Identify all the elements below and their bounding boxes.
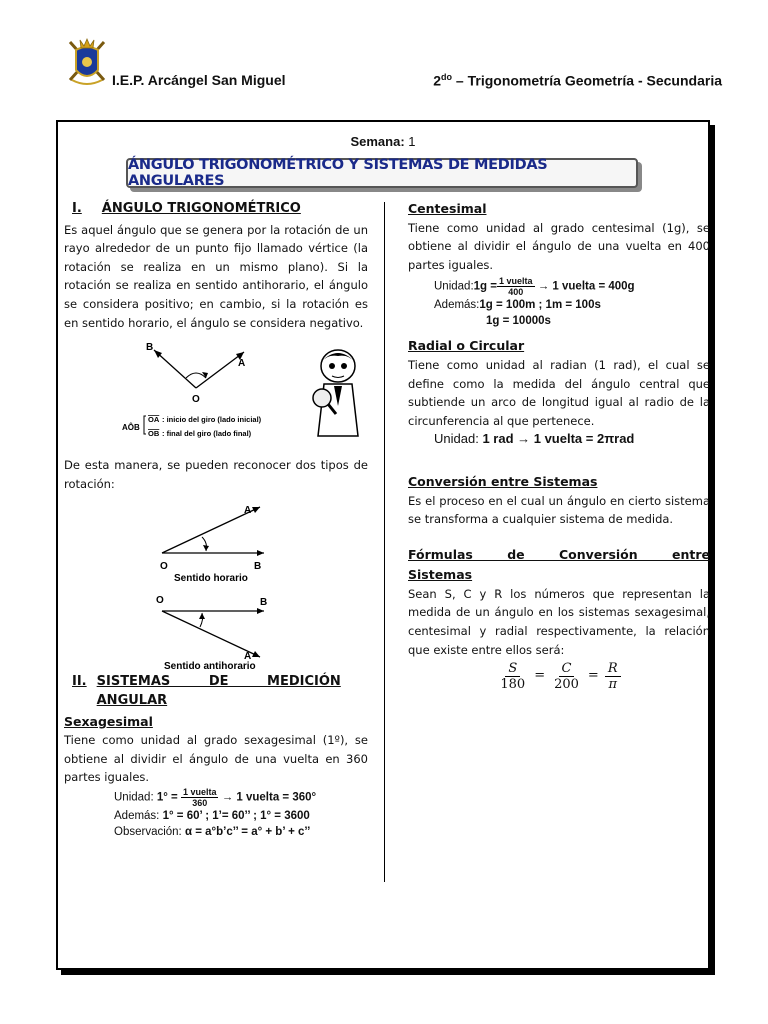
rotation-directions-diagram [114, 495, 314, 671]
label-ob-text: : final del giro (lado final) [162, 429, 252, 439]
formulas-heading: Fórmulas de Conversión entre Sistemas [408, 546, 710, 582]
sexagesimal-text: Tiene como unidad al grado sexagesimal (1º), se obtiene al dividir el ángulo de una vuelta en 360 partes iguales. [64, 733, 368, 785]
label-oa-text: : inicio del giro (lado inicial) [162, 415, 262, 425]
section-1-heading: I. ÁNGULO TRIGONOMÉTRICO [72, 201, 301, 216]
formulas-text: Sean S, C y R los números que representan la medida de un ángulo en los sistemas sexagesimal, centesimal y radial respectivamente, la relación que existe entre ellos será: [408, 586, 710, 657]
sexagesimal-formulas: Unidad: 1° = $\frac{\text{1 vuelta}}{360}$ → 1 vuelta = 360° Además: 1° = 60’ ; 1’= 60’’ ; 1° = 3600 Observación: α = a°b’c’’ = a° + b’ + c’’ [114, 786, 317, 838]
caption-sentido-horario: Sentido horario [174, 573, 248, 585]
school-name: I.E.P. Arcángel San Miguel [112, 72, 286, 88]
section-1-text: Es aquel ángulo que se genera por la rotación de un rayo alrededor de un punto fijo llamado vértice (la rotación se realiza en un mismo plano). Si la rotación se realiza en sentido antihorario, el ángulo se considera positivo; en cambio, si la rotación es en sentido horario, el ángulo se considera negativo. [64, 222, 368, 330]
page-header [62, 36, 722, 96]
content-frame [56, 120, 710, 970]
conversion-heading: Conversión entre Sistemas [408, 473, 598, 489]
left-column [64, 200, 368, 840]
sexagesimal-heading: Sexagesimal [64, 713, 153, 729]
conversion-equation: $\frac{S}{180}$ = $\frac{C}{200}$ = $\frac{R}{\pi}$ [408, 661, 710, 692]
caption-sentido-antihorario: Sentido antihorario [164, 661, 256, 672]
section-2-heading: II. SISTEMAS DE MEDICIÓN ANGULAR [72, 674, 341, 708]
angle-figure [64, 338, 368, 456]
rot2-label-o: O [156, 595, 164, 607]
label-ob: OB [148, 429, 160, 439]
week-label: Semana: 1 [350, 134, 416, 149]
rotation-intro: De esta manera, se pueden reconocer dos tipos de rotación: [64, 458, 368, 491]
banner-title: ÁNGULO TRIGONOMÉTRICO Y SISTEMAS DE MEDIDAS ANGULARES [128, 157, 548, 189]
course-title: $2^{do}$ – Trigonometría Geometría - Secundaria [433, 72, 722, 89]
radial-formula: Unidad: 1 rad → 1 vuelta = 2πrad [434, 431, 635, 447]
school-crest-logo [62, 36, 112, 90]
cartoon-detective-icon [308, 346, 368, 441]
label-aob: AÔB [122, 423, 140, 433]
label-b: B [146, 342, 154, 354]
rot1-label-a: A [244, 505, 252, 517]
centesimal-heading: Centesimal [408, 201, 487, 216]
rot1-label-o: O [160, 561, 168, 573]
label-a: A [238, 358, 246, 370]
radial-heading: Radial o Circular [408, 338, 525, 354]
radial-text: Tiene como unidad al radian (1 rad), el cual se define como la medida del ángulo central que subtiende un arco de longitud igual al radio de la circunferencia al que pertenece. [408, 357, 710, 428]
centesimal-text: Tiene como unidad al grado centesimal (1g), se obtiene al dividir el ángulo de una vuelta en 400 partes iguales. [408, 220, 710, 272]
title-banner [126, 158, 638, 188]
rot2-label-a: A [244, 651, 252, 663]
label-o: O [192, 394, 200, 406]
right-column [408, 200, 710, 692]
angle-diagram [114, 338, 294, 450]
conversion-text: Es el proceso en el cual un ángulo en cierto sistema se transforma a cualquier sistema de medida. [408, 493, 710, 527]
rot1-label-b: B [254, 561, 262, 573]
label-oa: OA [148, 415, 160, 425]
column-divider [384, 202, 385, 882]
centesimal-formulas: Unidad:1g = $\frac{\text{1 vuelta}}{400}$ → 1 vuelta = 400g Además:1g = 100m ; 1m = 100s 1g = 10000s [434, 276, 635, 328]
rot2-label-b: B [260, 597, 268, 609]
